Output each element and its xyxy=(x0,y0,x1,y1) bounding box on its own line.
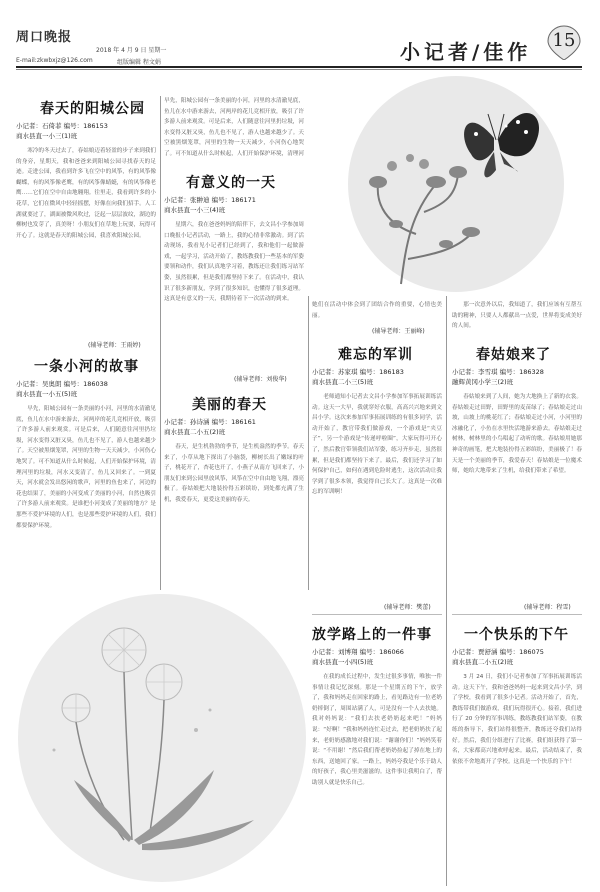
article-title-a2: 一条小河的故事 xyxy=(34,359,139,375)
article-school-a3: 商水县直一小三(4)班 xyxy=(164,206,226,214)
column-divider xyxy=(160,96,161,590)
article-tutor-a3: (辅导老师：刘俊华) xyxy=(234,376,287,383)
article-reporter-a6: 小记者：刘博翔 编号：186066 xyxy=(312,648,404,656)
section-title: 小记者/佳作 xyxy=(400,40,532,64)
header-rule xyxy=(16,66,582,68)
article-body-a4: 春天，是生机勃勃的季节，是生机盎然的季节。春天来了，小草从地下探出了小脑袋，柳树长出了嫩绿的叶子，桃花开了，杏花也开了，小燕子从南方飞回来了，小朋友们来到公园里放风筝，风筝在空中自由地飞翔，漂亮极了。春姑娘把大地装扮得五彩缤纷，到处都充满了生机，我爱春天，更爱这美丽的春天。 xyxy=(164,444,304,503)
article-body-a7: 春姑娘来到了人间，她为大地换上了新的衣裳。春姑娘走过田野，田野里的麦苗绿了；春姑娘走过山坡，山坡上的桃花红了；春姑娘走过小河，小河里的冰融化了，小鱼在水里快活地游来游去。春姑娘走过树林，树林里的小鸟唱起了动听的歌。春姑娘用她那神奇的画笔，把大地装扮得五彩缤纷，美丽极了！春天是一个美丽的季节，我爱春天！春姑娘是一位魔术师，她给大地带来了生机，给我们带来了希望。 xyxy=(452,394,582,475)
continuation-text: 她们在活动中体会到了团结合作的重要，心情也美丽。 xyxy=(312,302,442,319)
continuation-tutor: (辅导老师：王丽峰) xyxy=(372,328,425,335)
article-school-a8: 商水县直二小五(2)班 xyxy=(452,658,514,666)
article-title-a6: 放学路上的一件事 xyxy=(312,627,432,643)
dandelion-illustration xyxy=(14,590,310,886)
article-reporter-a2: 小记者：吴奥朗 编号：186038 xyxy=(16,380,108,388)
note-text: 那一次意外以后，我知道了，我们应该有互帮互助的精神，只要人人都献出一点爱，世界将变成美好的人间。 xyxy=(452,302,582,330)
masthead-logo: 周口晚报 xyxy=(16,30,73,45)
article-reporter-a7: 小记者：李雪琪 编号：186328 xyxy=(452,368,544,376)
article-body-a6: 在我的成长过程中，发生过很多事情，唯独一件事情让我记忆深刻。那是一个星期五的下午，放学了，我和妈妈走在回家的路上，看见路边有一位老奶奶摔倒了，周围站满了人，可是没有一个人去扶她。我对妈妈说：“我们去扶老奶奶起来吧！”妈妈说：“好啊！”我和妈妈连忙走过去，把老奶奶扶了起来，老奶奶感激地对我们说：“谢谢你们！”妈妈笑着说：“不用谢！”然后我们帮老奶奶捡起了掉在地上的东西，送她回了家。一路上，妈妈夸我是个乐于助人的好孩子，我心里美滋滋的。这件事让我明白了，帮助别人就是快乐自己。 xyxy=(312,674,442,786)
article-school-a5: 商水县直二小三(5)班 xyxy=(312,378,374,386)
page-number: 15 xyxy=(552,30,576,51)
article-separator xyxy=(452,614,582,615)
article-reporter-a8: 小记者：贾舒涵 编号：186075 xyxy=(452,648,544,656)
article-title-a1: 春天的阳城公园 xyxy=(40,101,145,117)
article-title-a5: 难忘的军训 xyxy=(338,347,413,363)
article-school-a1: 商水县直一小三(1)班 xyxy=(16,132,78,140)
column-divider xyxy=(308,296,309,590)
article-body-a1: 寒冷的冬天过去了，春姑娘迈着轻盈的步子来到我们的身旁，星期天，我和爸爸来到阳城公园寻找春天的足迹。走进公园，我看到许多飞在空中的风筝，有的风筝像蝴蝶，有的风筝像老鹰，有的风筝像蜻蜓，有的风筝像老鹰……它们在空中自由地翱翔。往里走，我看到许多的小花草，它们在微风中轻轻摇摆，好像在向我们招手。人工湖就要过了，湖面被微风吹过，泛起一层层波纹，湖边的柳树也发芽了，真美呀！小朋友们在草地上玩耍，玩得可开心了。这就是春天的阳城公园，我喜欢阳城公园。 xyxy=(16,148,156,239)
article-reporter-a1: 小记者：石倚菲 编号：186153 xyxy=(16,122,108,130)
issue-date: 2018 年 4 月 9 日 星期一 xyxy=(96,47,167,54)
article-school-a6: 商水县直一小四(5)班 xyxy=(312,658,374,666)
article-body-a2: 早先，阳城公园有一条美丽的小河，河里的水清澈见底，鱼儿在水中游来游去，河两岸的花儿竞相开放，吸引了许多游人前来观赏。可是后来，人们随意往河里扔垃圾，河水变得又脏又臭，鱼儿也不见了，游人也越来越少了。天空被黑烟笼罩，河里的生物一天天减少，小河伤心地哭了。可不知道从什么时候起，人们开始保护环境，清理河里的垃圾，河水又变清了，鱼儿又回来了。一到夏天，河水就会发出悠闲的歌声，河里的鱼也来了，河边的花也结果了，美丽的小河变成了美丽的小河，自然也吸引了许多游人前来观赏。是谁把小河变成了美丽的地方？是那些不爱护环境的人们，也是那些爱护环境的人们，我们都要保护环境。 xyxy=(16,406,156,529)
article-tutor-a5: (辅导老师：樊蕾) xyxy=(384,604,431,611)
article-title-a8: 一个快乐的下午 xyxy=(464,627,569,643)
article-title-a7: 春姑娘来了 xyxy=(476,347,551,363)
article-reporter-a3: 小记者：张翀迪 编号：186171 xyxy=(164,196,256,204)
article-school-a2: 商水县直一小五(5)班 xyxy=(16,390,78,398)
article-body-a2-cont: 早先，阳城公园有一条美丽的小河，河里的水清澈见底，鱼儿在水中游来游去，河两岸的花儿竞相开放，吸引了许多游人前来观赏。可是后来，人们随意往河里扔垃圾，河水变得又脏又臭，鱼儿也不见了，游人也越来越少了。天空被黑烟笼罩，河里的生物一天天减少，小河伤心地哭了。可不知道从什么时候起，人们开始保护环境，清理河 xyxy=(164,98,304,157)
article-reporter-a4: 小记者：孙诗涵 编号：186161 xyxy=(164,418,256,426)
column-divider xyxy=(446,296,447,886)
article-separator xyxy=(312,614,442,615)
article-body-a5: 老师通知小记者去文昌小学参加军事拓展训练活动。这天一大早，我就穿好衣服，高高兴兴地来到文昌小学。这次来参加军事拓展训练的有很多同学，活动开始了，教官带我们做游戏，一个游戏是“夹豆子”，另一个游戏是“传递呼啦圈”，大家玩得可开心了，然后教官带领我们站军姿，练习齐步走，虽然很累，但是我们都坚持下来了。最后，我们还学习了如何保护自己，如何在遇到危险时逃生，这次活动让我学到了很多本领，我觉得自己长大了。这真是一次难忘的军训啊！ xyxy=(312,394,442,496)
article-school-a4: 商水县直二小五(2)班 xyxy=(164,428,226,436)
article-body-a8: 3 月 24 日，我们小记者参加了军事拓展训练活动。这天下午，我和爸爸妈妈一起来到文昌小学，到了学校，我看到了很多小记者。活动开始了，首先，教练带我们做游戏，我们玩得很开心。接着，我们进行了 20 分钟的军事训练，教练教我们站军姿，在教练的指导下，我们站得很整齐，教练还夸我们站得好。然后，我们分组进行了比赛，我们组获得了第一名，大家都高兴地欢呼起来。最后，活动结束了，我依依不舍地离开了学校。这真是一个快乐的下午！ xyxy=(452,674,582,765)
butterfly-flower-illustration xyxy=(306,74,596,296)
article-tutor-a7: (辅导老师：程雪) xyxy=(524,604,571,611)
contact-email[interactable]: E-mail:zkwbxjz@126.com xyxy=(16,57,93,64)
layout-editor: 组版编辑 程文娟 xyxy=(117,59,161,66)
article-tutor-a1: (辅导老师：王雨婷) xyxy=(88,342,141,349)
article-reporter-a5: 小记者：苏家琪 编号：186183 xyxy=(312,368,404,376)
article-title-a3: 有意义的一天 xyxy=(186,175,276,191)
header-rule-thin xyxy=(16,69,582,70)
article-body-a3: 星期六，我在爸爸妈妈的陪伴下，去文昌小学参加周口晚报小记者活动，一路上，我的心情非常激动。到了活动现场，我看见小记者们已经到了，我和他们一起做游戏，一起学习，活动开始了，教练教我们一些基本的军姿要领和动作，我们认真地学习着，教练还让我们练习站军姿，虽然很累，但是我们都坚持下来了。在活动中，我认识了很多新朋友，学到了很多知识，也懂得了很多道理。这真是有意义的一天，我期待着下一次活动的到来。 xyxy=(164,222,304,303)
article-title-a4: 美丽的春天 xyxy=(192,397,267,413)
article-school-a7: 融辉黄冈小学三(2)班 xyxy=(452,378,514,386)
